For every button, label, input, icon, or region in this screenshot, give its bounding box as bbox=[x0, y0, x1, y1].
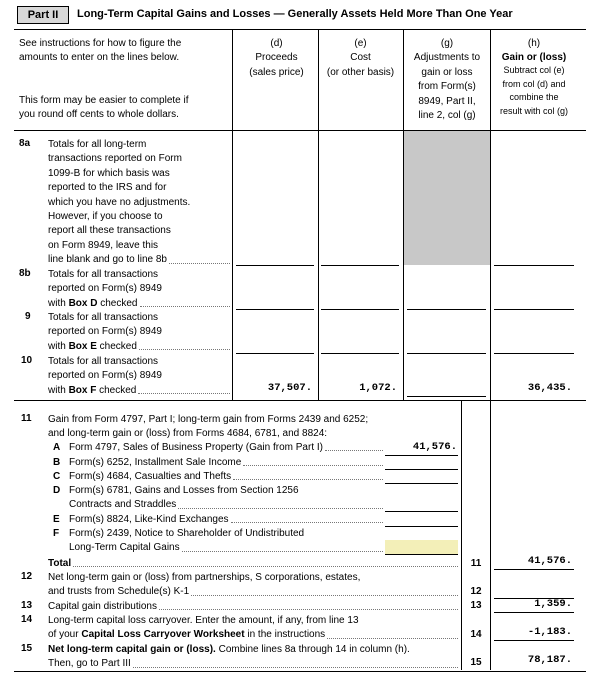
col-divider bbox=[490, 30, 491, 400]
line-14-label: Long-term capital loss carryover. Enter the amount, if any, from line 13 of your Capital Loss Carryover Worksheet in the instructions bbox=[48, 614, 458, 643]
line-14-amount[interactable]: -1,183. bbox=[527, 626, 572, 638]
line-11a: A Form 4797, Sales of Business Property (Gain from Part I) bbox=[53, 441, 383, 455]
col-divider bbox=[490, 400, 491, 670]
line-8b-h-field[interactable] bbox=[494, 309, 574, 310]
col-divider bbox=[232, 30, 233, 400]
line-12-number: 12 bbox=[21, 571, 33, 582]
line-11b-field[interactable] bbox=[385, 469, 458, 470]
col-e-header: (e) Cost (or other basis) bbox=[326, 38, 395, 78]
line-11-total: Total bbox=[48, 557, 458, 571]
col-d-header: (d) Proceeds (sales price) bbox=[249, 38, 304, 78]
line-13-box: 13 bbox=[470, 600, 482, 611]
line-10-gain[interactable]: 36,435. bbox=[527, 382, 572, 394]
shaded-cell bbox=[404, 131, 490, 265]
line-9-number: 9 bbox=[25, 311, 31, 322]
line-11e-field[interactable] bbox=[385, 526, 458, 527]
line-11f: F Form(s) 2439, Notice to Shareholder of Undistributed Long-Term Capital Gains bbox=[53, 527, 383, 556]
line-11-field bbox=[494, 569, 574, 570]
line-8a-label: Totals for all long-term transactions reported on Form 1099-B for which basis was reported to the IRS and for which you have no adjustments. However, if you choose to report all these transactions on Form 8949, leave this line blank and go to line 8b bbox=[48, 138, 230, 268]
header-note: This form may be easier to complete if you round off cents to whole dollars. bbox=[19, 95, 189, 121]
col-divider bbox=[318, 30, 319, 400]
line-13-number: 13 bbox=[21, 600, 33, 611]
line-13-field bbox=[494, 612, 574, 613]
line-15-label: Net long-term capital gain or (loss). Combine lines 8a through 14 in column (h). Then, go to Part III bbox=[48, 643, 458, 672]
line-13-label: Capital gain distributions bbox=[48, 600, 458, 614]
part-title: Long-Term Capital Gains and Losses — Generally Assets Held More Than One Year bbox=[77, 8, 513, 20]
line-12-box: 12 bbox=[470, 586, 482, 597]
line-8b-number: 8b bbox=[19, 268, 31, 279]
line-8b-d-field[interactable] bbox=[236, 309, 314, 310]
line-15-amount[interactable]: 78,187. bbox=[527, 654, 572, 666]
part-header bbox=[3, 4, 584, 26]
line-13-amount[interactable]: 1,359. bbox=[534, 598, 572, 610]
line-8b-label: Totals for all transactions reported on Form(s) 8949 with Box D checked bbox=[48, 268, 230, 311]
line-10-g-field[interactable] bbox=[407, 396, 486, 397]
line-14-number: 14 bbox=[21, 614, 33, 625]
line-10-proceeds[interactable]: 37,507. bbox=[267, 382, 312, 394]
line-11d: D Form(s) 6781, Gains and Losses from Section 1256 Contracts and Straddles bbox=[53, 484, 383, 513]
line-8b-g-field[interactable] bbox=[407, 309, 486, 310]
line-11c: C Form(s) 4684, Casualties and Thefts bbox=[53, 470, 383, 484]
line-11e: E Form(s) 8824, Like-Kind Exchanges bbox=[53, 513, 383, 527]
line-15-box: 15 bbox=[470, 657, 482, 668]
line-10-cost[interactable]: 1,072. bbox=[359, 382, 397, 394]
line-9-d-field[interactable] bbox=[236, 353, 314, 354]
line-15-number: 15 bbox=[21, 643, 33, 654]
rule bbox=[14, 29, 586, 30]
header-instructions: See instructions for how to figure the amounts to enter on the lines below. bbox=[19, 38, 182, 64]
line-8a-d-field[interactable] bbox=[236, 265, 314, 266]
part-label: Part II bbox=[17, 6, 69, 24]
line-11a-field bbox=[385, 455, 458, 456]
line-11d-field[interactable] bbox=[385, 511, 458, 512]
col-g-header: (g) Adjustments to gain or loss from Form(s) 8949, Part II, line 2, col (g) bbox=[413, 38, 481, 122]
line-14-box: 14 bbox=[470, 629, 482, 640]
rule bbox=[14, 671, 586, 672]
line-11-amount[interactable]: 41,576. bbox=[527, 555, 572, 567]
line-10-label: Totals for all transactions reported on Form(s) 8949 with Box F checked bbox=[48, 355, 230, 398]
line-11-box: 11 bbox=[470, 558, 482, 569]
line-8b-e-field[interactable] bbox=[321, 309, 399, 310]
rule bbox=[14, 400, 586, 401]
line-8a-h-field[interactable] bbox=[494, 265, 574, 266]
line-11-number: 11 bbox=[21, 413, 32, 424]
line-8a-e-field[interactable] bbox=[321, 265, 399, 266]
line-11b: B Form(s) 6252, Installment Sale Income bbox=[53, 456, 383, 470]
line-8a-number: 8a bbox=[19, 138, 31, 149]
line-9-label: Totals for all transactions reported on Form(s) 8949 with Box E checked bbox=[48, 311, 230, 354]
col-h-header: (h) Gain or (loss) Subtract col (e) from col (d) and combine the result with col (g) bbox=[499, 38, 569, 116]
rule bbox=[14, 130, 586, 131]
line-14-field bbox=[494, 640, 574, 641]
line-9-h-field[interactable] bbox=[494, 353, 574, 354]
line-12-label: Net long-term gain or (loss) from partnerships, S corporations, estates, and trusts from Schedule(s) K-1 bbox=[48, 571, 458, 600]
line-9-g-field[interactable] bbox=[407, 353, 486, 354]
line-11f-field[interactable] bbox=[385, 540, 458, 555]
line-10-number: 10 bbox=[21, 355, 33, 366]
line-11c-field[interactable] bbox=[385, 483, 458, 484]
line-9-e-field[interactable] bbox=[321, 353, 399, 354]
line-11a-amount[interactable]: 41,576. bbox=[412, 441, 457, 453]
line-11-label: Gain from Form 4797, Part I; long-term gain from Forms 2439 and 6252; and long-term gain or (loss) from Forms 4684, 6781, and 8824: bbox=[48, 414, 369, 440]
